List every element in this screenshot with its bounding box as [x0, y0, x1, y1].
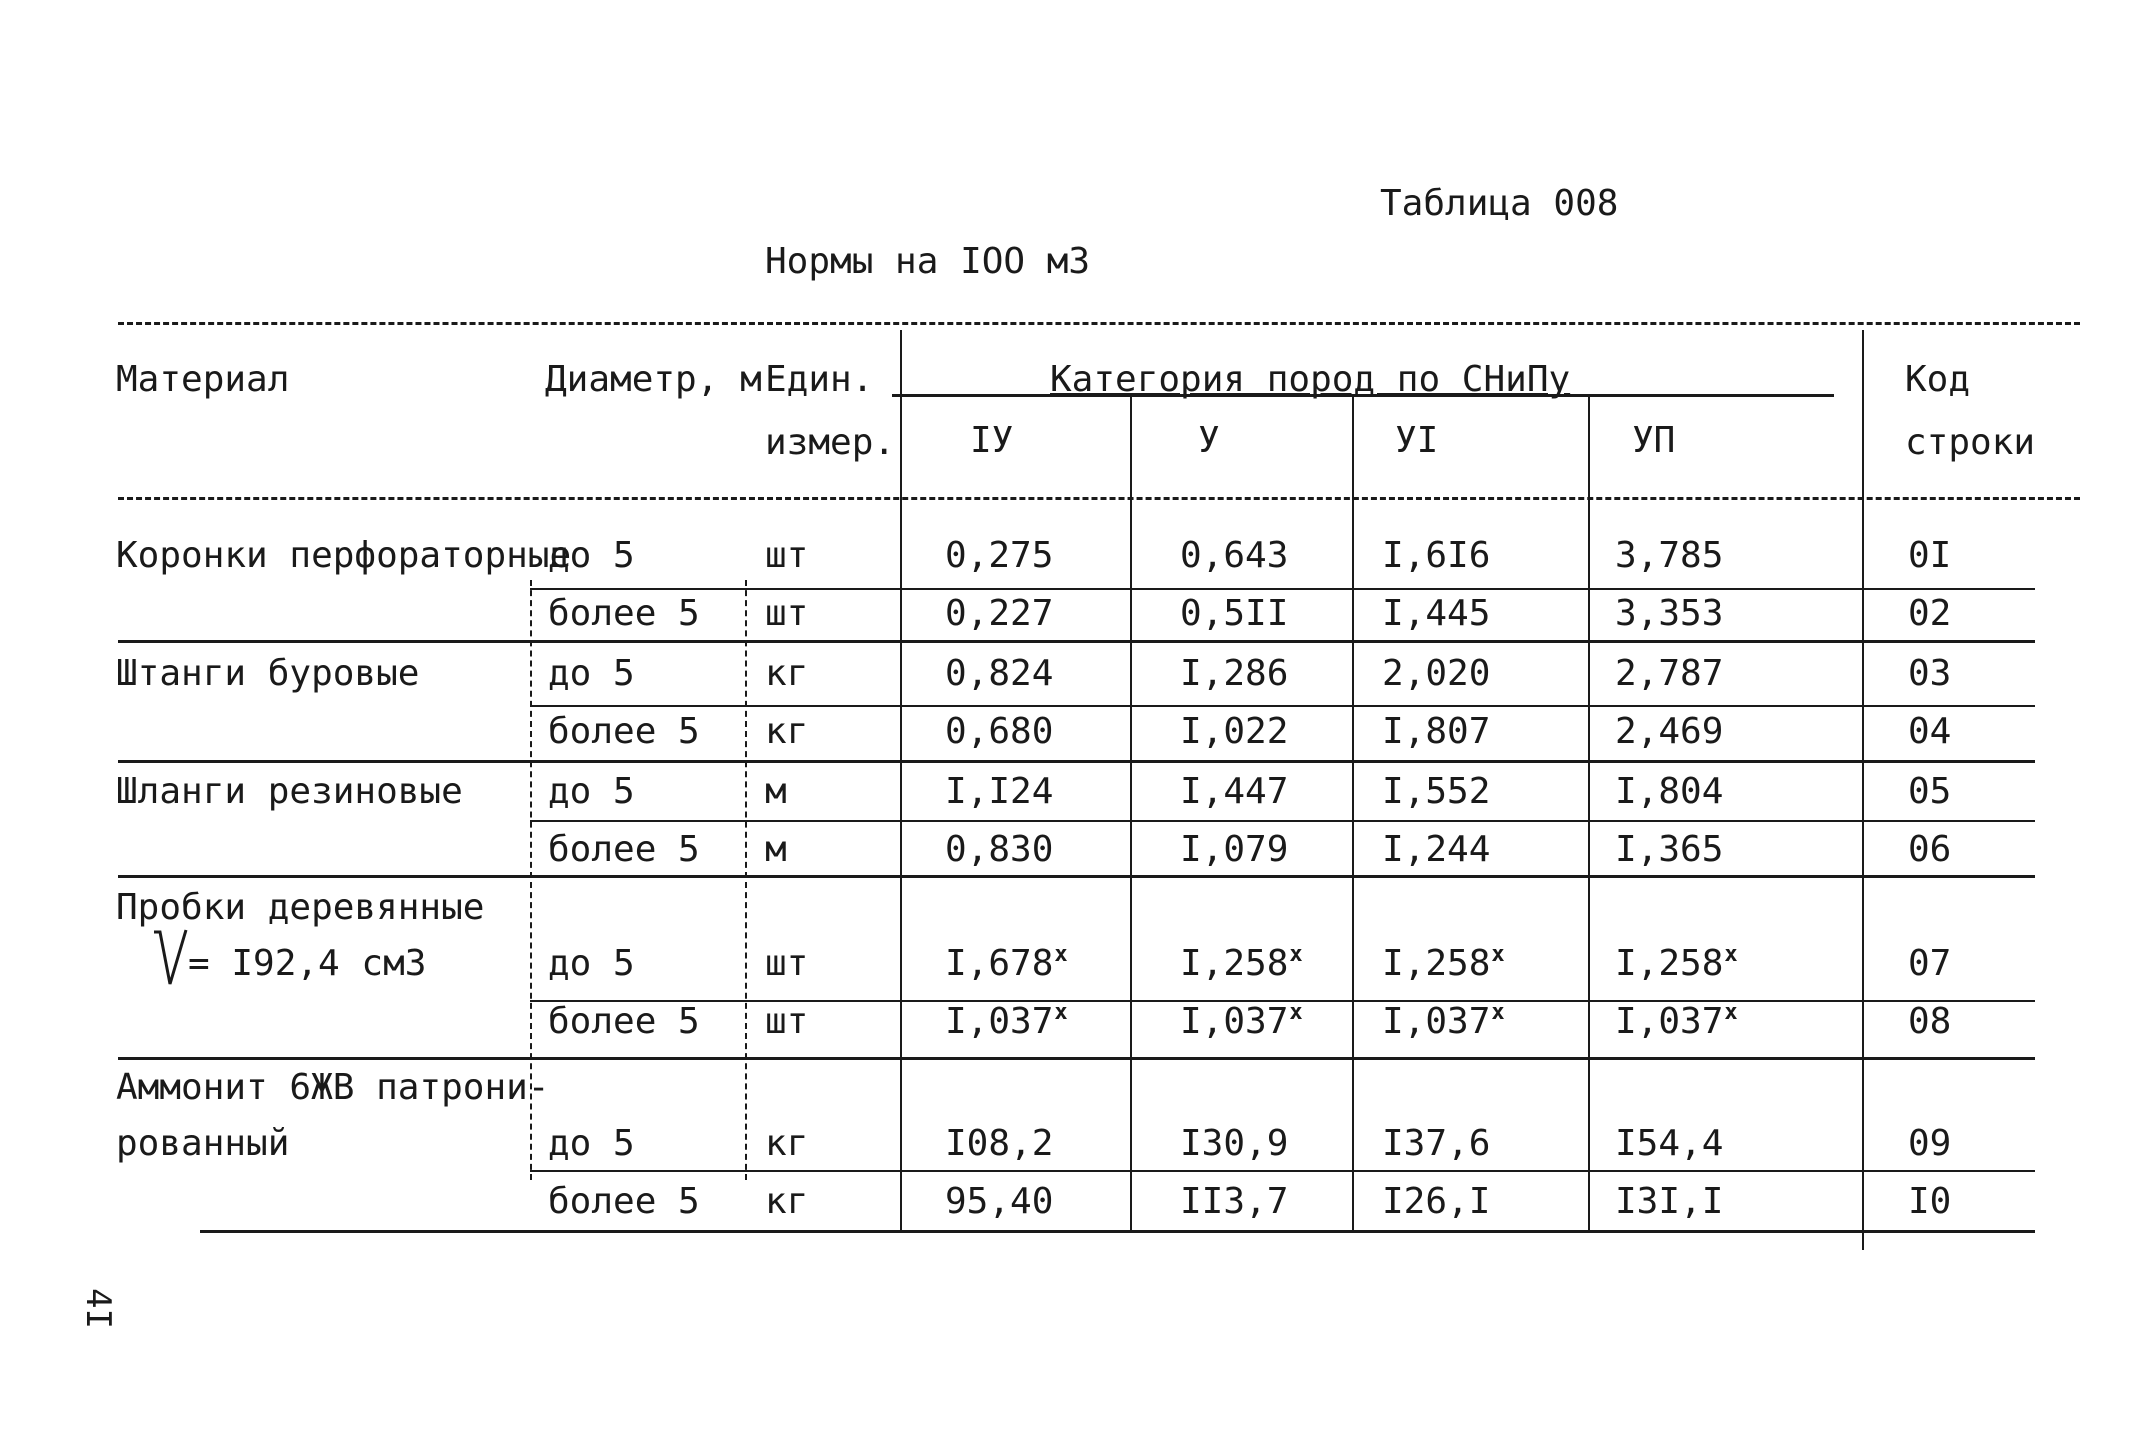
grid-line-v-code-left: [1862, 330, 1864, 1250]
row-unit: м: [765, 771, 787, 812]
row-value-cat-2: [1180, 1123, 1289, 1164]
row-value-text: I3I,I: [1615, 1181, 1724, 1222]
row-value-cat-2: [1180, 771, 1289, 812]
grid-line-v-cat-3-4: [1588, 397, 1590, 1230]
table-top-rule: [118, 322, 2080, 325]
footnote-mark: x: [1054, 942, 1068, 967]
col-header-unit-line1: Един.: [765, 359, 874, 400]
row-value-cat-3: [1382, 1000, 1505, 1042]
row-value-cat-3: [1382, 942, 1505, 984]
row-diameter: более 5: [548, 829, 700, 870]
row-code: 08: [1908, 1001, 1952, 1042]
material-name: Штанги буровые: [116, 653, 420, 694]
row-value-cat-1: [945, 711, 1054, 752]
row-value-text: 2,469: [1615, 711, 1724, 752]
row-value-cat-1: [945, 1123, 1054, 1164]
row-value-cat-2: [1180, 711, 1289, 752]
row-value-cat-4: [1615, 593, 1724, 634]
row-value-text: I,I24: [945, 771, 1054, 812]
row-sep-05: [530, 820, 2035, 822]
row-value-text: I,365: [1615, 829, 1724, 870]
row-unit: м: [765, 829, 787, 870]
header-bottom-rule: [118, 497, 2080, 500]
row-diameter: до 5: [548, 653, 635, 694]
row-value-cat-4: [1615, 711, 1724, 752]
row-value-text: I,552: [1382, 771, 1491, 812]
row-sep-06: [118, 875, 2035, 878]
footnote-mark: x: [1491, 942, 1505, 967]
row-value-cat-2: [1180, 942, 1303, 984]
row-diameter: до 5: [548, 771, 635, 812]
row-value-text: 0,643: [1180, 535, 1289, 576]
row-value-cat-4: [1615, 1181, 1724, 1222]
row-unit: кг: [765, 653, 809, 694]
row-value-text: 0,830: [945, 829, 1054, 870]
row-value-text: I,037: [1382, 1001, 1491, 1042]
row-diameter: более 5: [548, 1001, 700, 1042]
row-sep-09: [530, 1170, 2035, 1172]
footnote-mark: x: [1289, 1000, 1303, 1025]
col-header-cat-1: IУ: [970, 420, 1014, 461]
row-value-text: I,804: [1615, 771, 1724, 812]
row-sep-01: [530, 588, 2035, 590]
material-name: Шланги резиновые: [116, 771, 463, 812]
row-value-cat-4: [1615, 942, 1738, 984]
row-value-cat-3: [1382, 653, 1491, 694]
row-value-cat-4: [1615, 1123, 1724, 1164]
row-value-cat-4: [1615, 535, 1724, 576]
material-name: Пробки деревянные: [116, 887, 485, 928]
row-diameter: до 5: [548, 1123, 635, 1164]
row-value-text: I,258: [1382, 943, 1491, 984]
row-sep-03: [530, 705, 2035, 707]
material-name: Коронки перфораторные: [116, 535, 572, 576]
row-value-text: I54,4: [1615, 1123, 1724, 1164]
row-unit: шт: [765, 943, 809, 984]
col-header-material: Материал: [116, 359, 290, 400]
col-header-cat-4: УП: [1632, 420, 1676, 461]
row-value-text: I,445: [1382, 593, 1491, 634]
col-header-cat-2: У: [1198, 420, 1220, 461]
row-code: 05: [1908, 771, 1952, 812]
footnote-mark: x: [1724, 942, 1738, 967]
row-value-text: 0,227: [945, 593, 1054, 634]
norms-label: Нормы на IOO м3: [765, 241, 1091, 282]
row-sep-08: [118, 1057, 2035, 1060]
row-sep-02: [118, 640, 2035, 643]
table-bottom-rule: [200, 1230, 2035, 1233]
row-unit: шт: [765, 1001, 809, 1042]
row-value-text: I,037: [945, 1001, 1054, 1042]
row-value-cat-2: [1180, 829, 1289, 870]
row-value-cat-4: [1615, 829, 1724, 870]
row-value-cat-1: [945, 593, 1054, 634]
row-value-text: I,807: [1382, 711, 1491, 752]
row-value-text: I30,9: [1180, 1123, 1289, 1164]
row-diameter: до 5: [548, 943, 635, 984]
row-value-text: I26,I: [1382, 1181, 1491, 1222]
row-value-text: I,258: [1180, 943, 1289, 984]
row-value-text: 0,275: [945, 535, 1054, 576]
row-value-text: I,447: [1180, 771, 1289, 812]
row-value-text: I,037: [1615, 1001, 1724, 1042]
col-header-cat-3: УI: [1395, 420, 1439, 461]
row-unit: шт: [765, 593, 809, 634]
row-diameter: более 5: [548, 711, 700, 752]
row-value-text: I08,2: [945, 1123, 1054, 1164]
row-value-cat-3: [1382, 1181, 1491, 1222]
col-header-diameter: Диаметр, м: [545, 359, 762, 400]
row-value-cat-3: [1382, 1123, 1491, 1164]
row-value-text: 2,020: [1382, 653, 1491, 694]
material-volume-note: = I92,4 см3: [188, 943, 427, 984]
row-value-text: 0,5II: [1180, 593, 1289, 634]
material-name: Аммонит 6ЖВ патрони-: [116, 1067, 550, 1108]
row-value-text: 0,680: [945, 711, 1054, 752]
row-code: I0: [1908, 1181, 1952, 1222]
col-header-unit-line2: измер.: [765, 422, 896, 463]
row-value-cat-2: [1180, 1000, 1303, 1042]
row-value-cat-1: [945, 942, 1068, 984]
row-value-cat-1: [945, 653, 1054, 694]
page-number: 4I: [78, 1288, 118, 1329]
row-value-text: I,022: [1180, 711, 1289, 752]
row-value-cat-3: [1382, 771, 1491, 812]
col-header-category-group: Категория пород по СНиПу: [1050, 359, 1571, 400]
row-value-cat-3: [1382, 711, 1491, 752]
row-value-text: I37,6: [1382, 1123, 1491, 1164]
row-code: 09: [1908, 1123, 1952, 1164]
row-code: 0I: [1908, 535, 1952, 576]
row-value-cat-3: [1382, 535, 1491, 576]
grid-line-v-diameter-right: [745, 580, 747, 1180]
row-value-text: I,079: [1180, 829, 1289, 870]
row-value-text: I,037: [1180, 1001, 1289, 1042]
row-sep-04: [118, 760, 2035, 763]
row-value-text: I,244: [1382, 829, 1491, 870]
row-value-text: 3,353: [1615, 593, 1724, 634]
row-unit: кг: [765, 1181, 809, 1222]
row-value-cat-1: [945, 1000, 1068, 1042]
col-header-code-line1: Код: [1905, 359, 1971, 400]
footnote-mark: x: [1289, 942, 1303, 967]
row-value-cat-4: [1615, 1000, 1738, 1042]
row-value-text: 0,824: [945, 653, 1054, 694]
volume-symbol: [152, 928, 188, 995]
row-value-text: I,258: [1615, 943, 1724, 984]
table-number-label: Таблица 008: [1380, 183, 1619, 224]
row-unit: кг: [765, 1123, 809, 1164]
row-value-text: 95,40: [945, 1181, 1054, 1222]
row-value-text: I,6I6: [1382, 535, 1491, 576]
material-name-cont: рованный: [116, 1123, 290, 1164]
row-value-cat-1: [945, 829, 1054, 870]
row-diameter: более 5: [548, 593, 700, 634]
row-code: 02: [1908, 593, 1952, 634]
footnote-mark: x: [1491, 1000, 1505, 1025]
grid-line-v-unit-left: [900, 330, 902, 1230]
row-unit: кг: [765, 711, 809, 752]
row-value-text: I,678: [945, 943, 1054, 984]
col-header-code-line2: строки: [1905, 422, 2036, 463]
footnote-mark: x: [1724, 1000, 1738, 1025]
row-diameter: более 5: [548, 1181, 700, 1222]
row-value-cat-2: [1180, 535, 1289, 576]
row-code: 06: [1908, 829, 1952, 870]
row-value-cat-4: [1615, 771, 1724, 812]
row-value-cat-1: [945, 771, 1054, 812]
grid-line-v-cat-2-3: [1352, 397, 1354, 1230]
row-code: 04: [1908, 711, 1952, 752]
row-value-cat-4: [1615, 653, 1724, 694]
row-value-cat-2: [1180, 653, 1289, 694]
grid-line-v-cat-1-2: [1130, 397, 1132, 1230]
footnote-mark: x: [1054, 1000, 1068, 1025]
row-value-cat-1: [945, 1181, 1054, 1222]
row-value-text: I,286: [1180, 653, 1289, 694]
root-v-icon: [152, 928, 188, 988]
row-value-cat-3: [1382, 593, 1491, 634]
row-value-text: II3,7: [1180, 1181, 1289, 1222]
row-value-cat-1: [945, 535, 1054, 576]
row-value-cat-3: [1382, 829, 1491, 870]
row-value-text: 2,787: [1615, 653, 1724, 694]
row-code: 03: [1908, 653, 1952, 694]
row-code: 07: [1908, 943, 1952, 984]
row-unit: шт: [765, 535, 809, 576]
row-diameter: до 5: [548, 535, 635, 576]
row-value-cat-2: [1180, 593, 1289, 634]
row-value-cat-2: [1180, 1181, 1289, 1222]
row-value-text: 3,785: [1615, 535, 1724, 576]
